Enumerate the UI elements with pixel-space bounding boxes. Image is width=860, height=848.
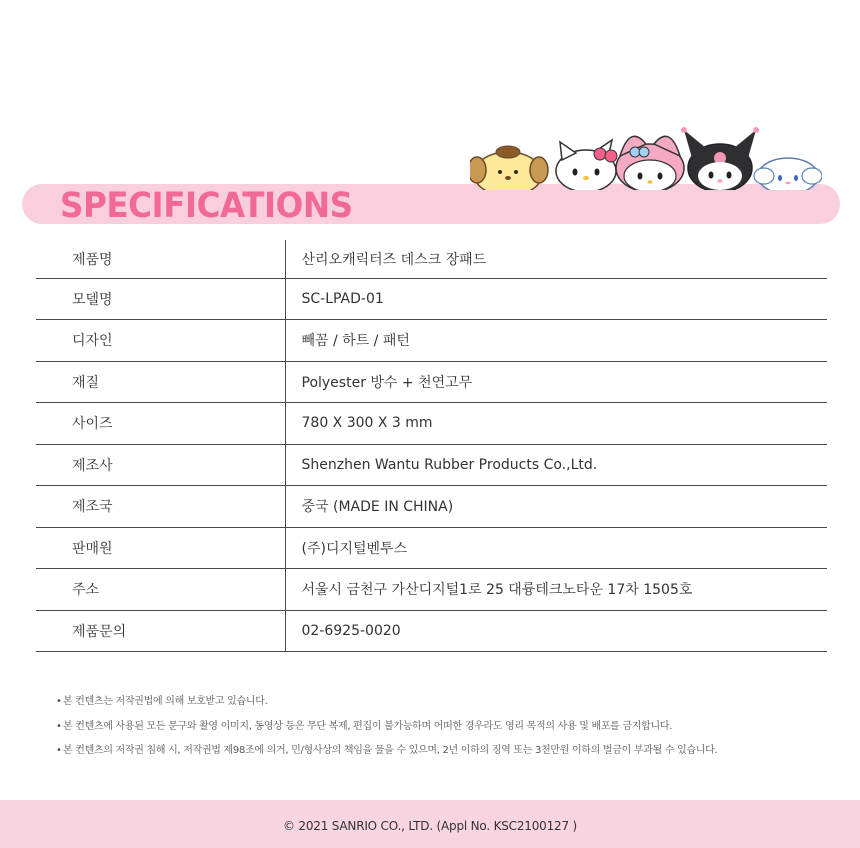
my-melody-icon	[616, 136, 684, 190]
spec-value: Shenzhen Wantu Rubber Products Co.,Ltd.	[285, 444, 827, 486]
spec-row	[36, 610, 827, 652]
cinnamoroll-icon	[754, 158, 822, 190]
spec-label: 재질	[36, 361, 285, 403]
copyright-notes	[56, 690, 836, 764]
spec-value: 02-6925-0020	[285, 610, 827, 652]
spec-row	[36, 240, 827, 278]
spec-label: 판매원	[36, 527, 285, 569]
hello-kitty-icon	[556, 140, 617, 190]
spec-value: 서울시 금천구 가산디지털1로 25 대륭테크노타운 17차 1505호	[285, 569, 827, 611]
spec-label: 제조국	[36, 486, 285, 528]
spec-row	[36, 569, 827, 611]
spec-value: 빼꼼 / 하트 / 패턴	[285, 320, 827, 362]
spec-label: 디자인	[36, 320, 285, 362]
footer	[0, 800, 860, 848]
spec-value: (주)디지털벤투스	[285, 527, 827, 569]
spec-row	[36, 486, 827, 528]
spec-row	[36, 444, 827, 486]
spec-value: SC-LPAD-01	[285, 278, 827, 320]
note-text: 본 컨텐츠에 사용된 모든 문구와 촬영 이미지, 동영상 등은 무단 복제, 편집이 불가능하며 어떠한 경우라도 영리 목적의 사용 및 배포를 금지합니다.	[63, 720, 673, 732]
spec-row	[36, 403, 827, 445]
spec-value: 780 X 300 X 3 mm	[285, 403, 827, 445]
bullet-icon: •	[56, 745, 62, 756]
spec-value: 산리오캐릭터즈 데스크 장패드	[285, 240, 827, 278]
spec-value: Polyester 방수 + 천연고무	[285, 361, 827, 403]
note-item	[56, 715, 836, 740]
footer-copyright: © 2021 SANRIO CO., LTD. (Appl No. KSC2100127 )	[283, 819, 577, 833]
bullet-icon: •	[56, 696, 62, 707]
spec-label: 주소	[36, 569, 285, 611]
sanrio-characters-illustration	[470, 124, 822, 190]
kuromi-icon	[681, 127, 759, 190]
note-text: 본 컨텐츠는 저작권법에 의해 보호받고 있습니다.	[63, 696, 268, 707]
spec-row	[36, 278, 827, 320]
note-text: 본 컨텐츠의 저작권 침해 시, 저작권법 제98조에 의거, 민/형사상의 책임을 물을 수 있으며, 2년 이하의 징역 또는 3천만원 이하의 벌금이 부과될 수 있습니다.	[63, 745, 718, 756]
spec-label: 제품문의	[36, 610, 285, 652]
spec-label: 모델명	[36, 278, 285, 320]
spec-value: 중국 (MADE IN CHINA)	[285, 486, 827, 528]
spec-row	[36, 320, 827, 362]
note-item	[56, 690, 836, 715]
spec-row	[36, 527, 827, 569]
specifications-table	[36, 240, 827, 652]
note-item	[56, 739, 836, 764]
bullet-icon: •	[56, 720, 62, 732]
spec-row	[36, 361, 827, 403]
spec-label: 제조사	[36, 444, 285, 486]
spec-label: 사이즈	[36, 403, 285, 445]
pompompurin-icon	[470, 146, 548, 190]
specifications-title: SPECIFICATIONS	[60, 186, 353, 226]
spec-label: 제품명	[36, 240, 285, 278]
